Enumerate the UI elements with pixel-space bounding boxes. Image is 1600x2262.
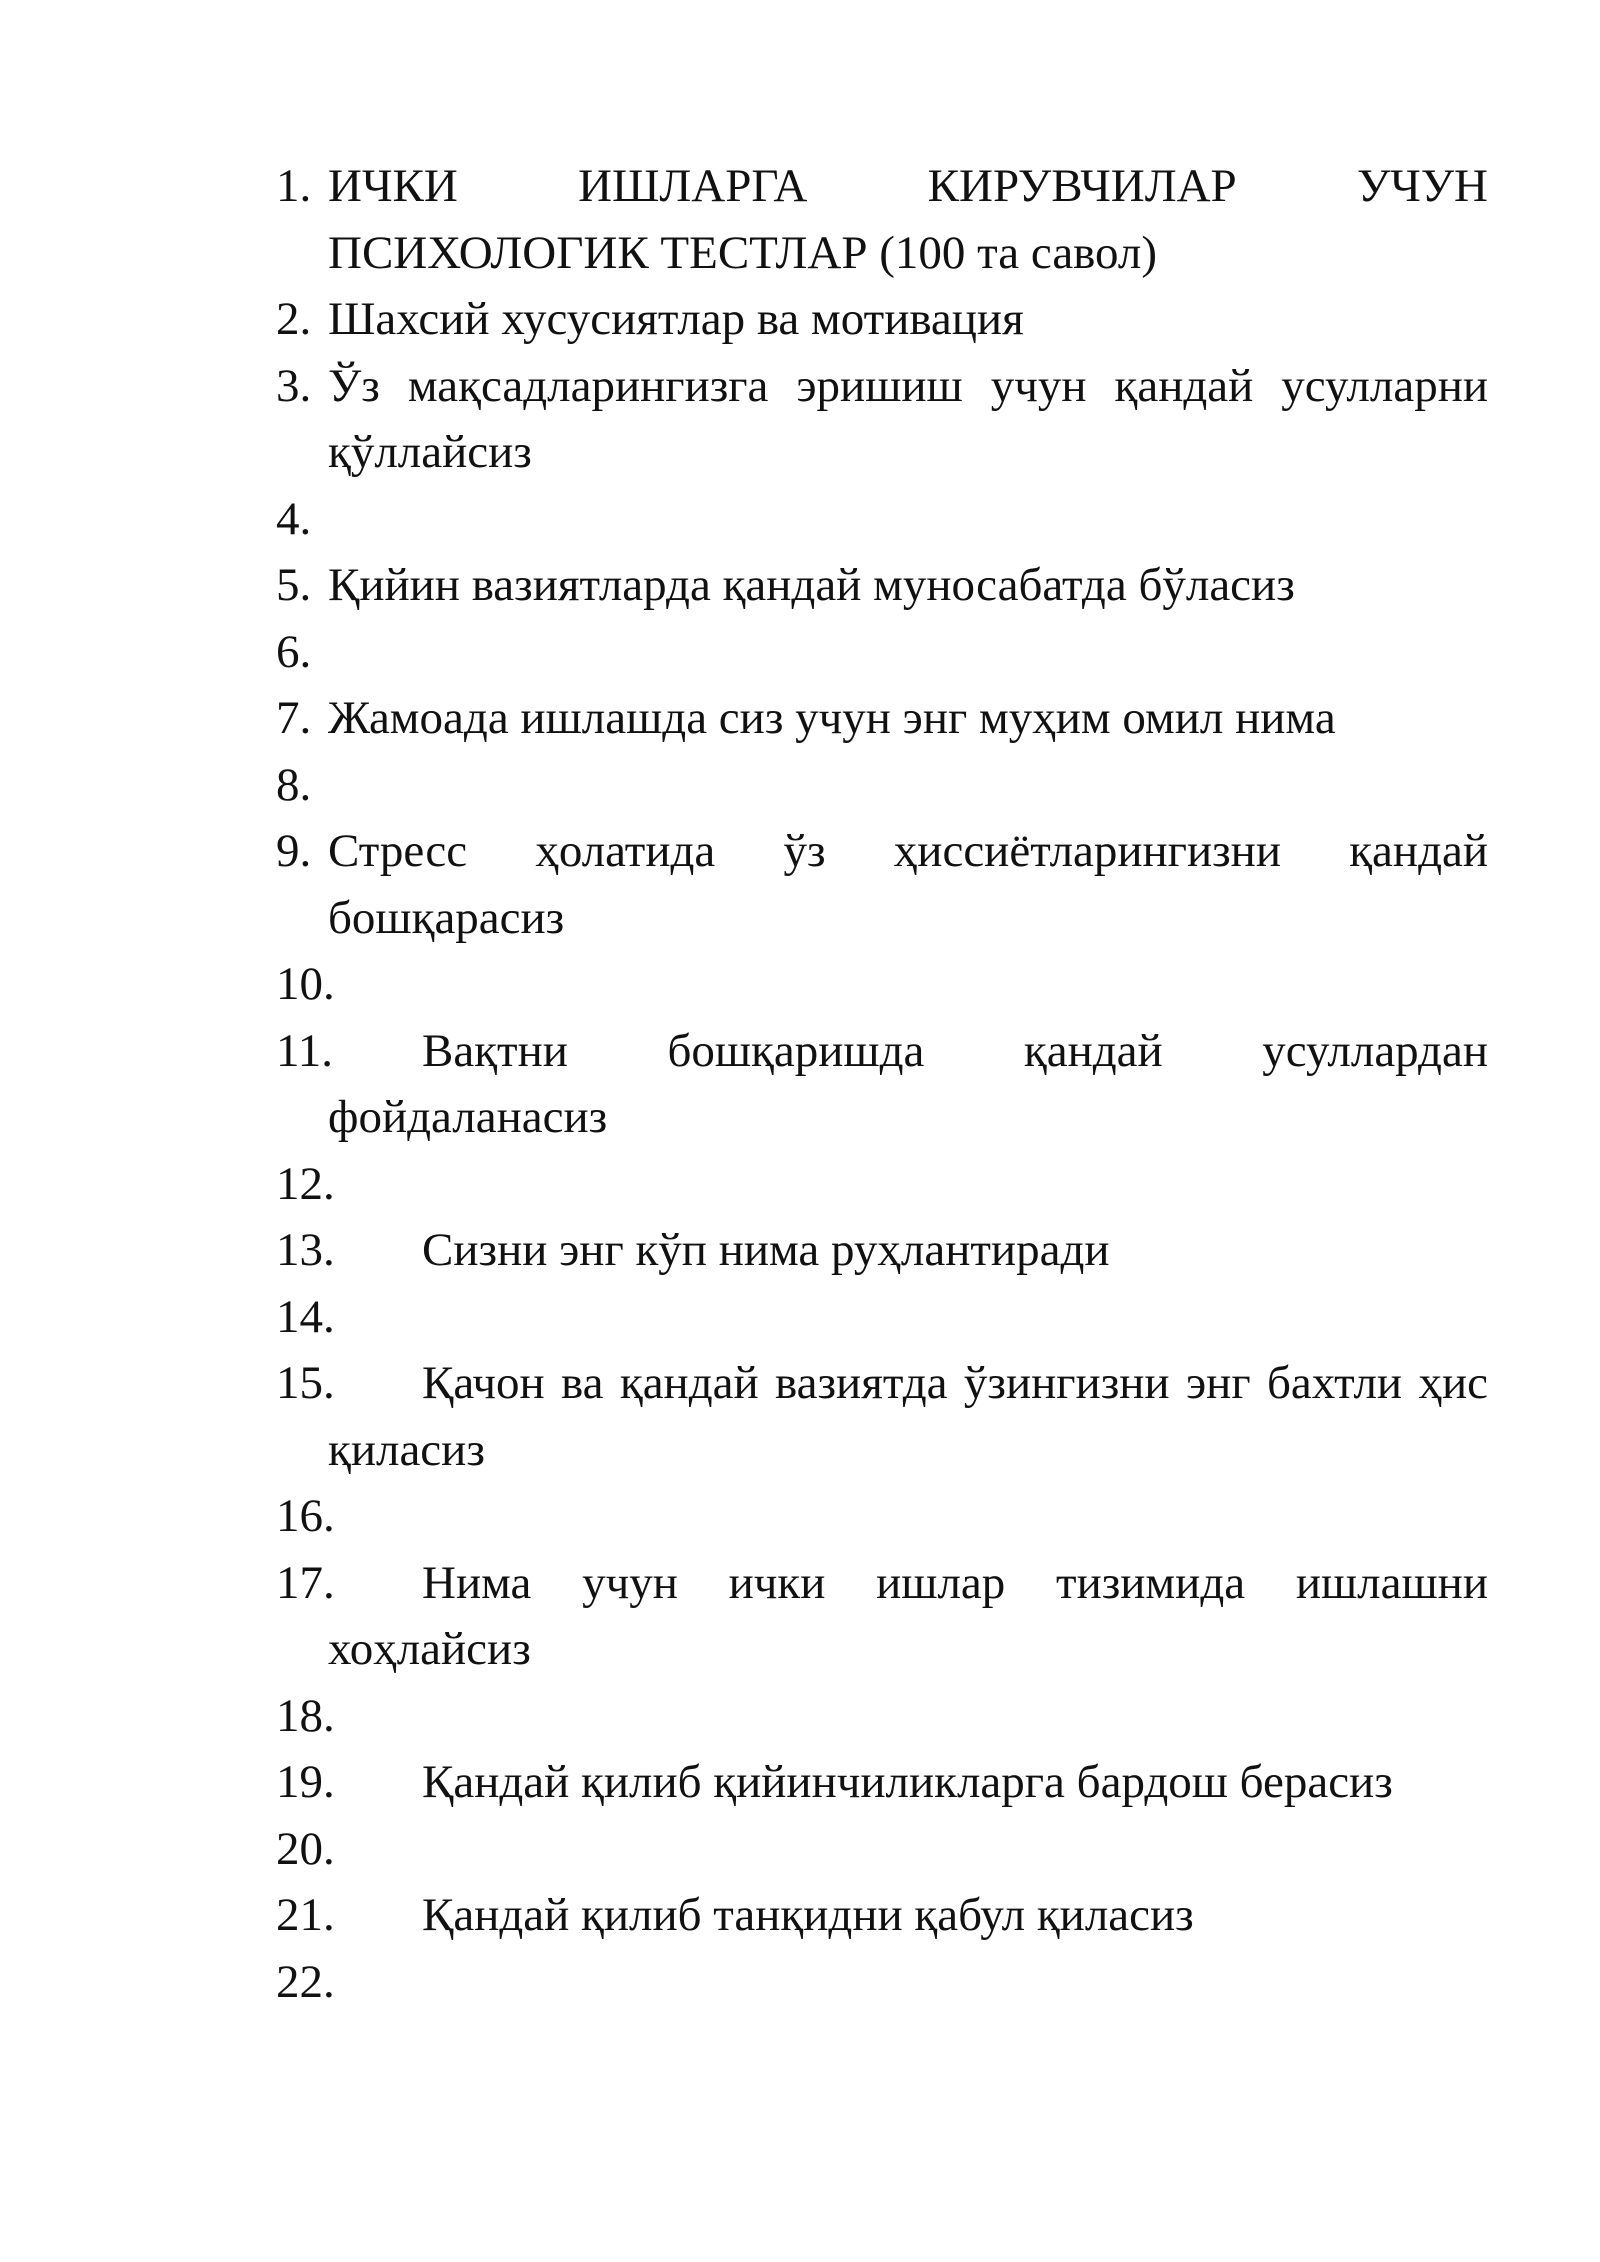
item-number: 14.: [276, 1290, 335, 1343]
list-item: [276, 1350, 1488, 1483]
list-item: [276, 685, 1488, 752]
item-number: 7.: [276, 692, 312, 744]
item-text: Қийин вазиятларда қандай муносабатда бўласиз: [328, 559, 1295, 611]
item-text: [328, 1483, 1488, 1550]
list-item: [276, 1550, 1488, 1683]
list-item: [276, 1882, 1488, 1949]
item-number: 3.: [276, 359, 312, 412]
item-text: [328, 619, 1488, 686]
item-text: Жамоада ишлашда сиз учун энг муҳим омил нима: [328, 692, 1336, 744]
item-text: Қандай қилиб қийинчиликларга бардош берасиз: [422, 1756, 1393, 1808]
item-text: [328, 1683, 1488, 1750]
item-text: [328, 1284, 1488, 1351]
list-item: [276, 353, 1488, 486]
list-item: [276, 951, 1488, 1018]
question-list: [276, 153, 1488, 2015]
item-number: 5.: [276, 559, 312, 611]
list-item: [276, 1217, 1488, 1284]
list-item: [276, 1749, 1488, 1816]
list-item: [276, 153, 1488, 286]
item-text: Шахсий хусусиятлар ва мотивация: [328, 293, 1024, 345]
list-item: [276, 1683, 1488, 1750]
item-number: 20.: [276, 1822, 335, 1875]
item-text: Сизни энг кўп нима руҳлантиради: [422, 1224, 1110, 1276]
item-text: [328, 1949, 1488, 2016]
item-text: Қандай қилиб танқидни қабул қиласиз: [422, 1889, 1194, 1941]
item-number: 8.: [276, 758, 312, 811]
item-text: Вақтни бошқаришда қандай усуллардан фойдаланасиз: [328, 1024, 1488, 1143]
list-item: [276, 1018, 1488, 1151]
item-text: [328, 951, 1488, 1018]
item-text: Стресс ҳолатида ўз ҳиссиётларингизни қандай бошқарасиз: [328, 825, 1488, 944]
list-item: [276, 486, 1488, 553]
item-text: ИЧКИ ИШЛАРГА КИРУВЧИЛАР УЧУН ПСИХОЛОГИК ТЕСТЛАР (100 та савол): [328, 160, 1488, 279]
item-number: 13.: [276, 1224, 335, 1276]
item-number: 10.: [276, 958, 335, 1010]
item-number: 18.: [276, 1689, 335, 1742]
item-number: 11.: [276, 1024, 334, 1077]
item-text: Қачон ва қандай вазиятда ўзингизни энг бахтли ҳис қиласиз: [328, 1357, 1488, 1476]
item-number: 16.: [276, 1490, 335, 1542]
list-item: [276, 1284, 1488, 1351]
item-text: [328, 752, 1488, 819]
item-number: 22.: [276, 1955, 335, 2008]
list-item: [276, 752, 1488, 819]
list-item: [276, 818, 1488, 951]
list-item: [276, 1151, 1488, 1218]
item-number: 9.: [276, 825, 312, 877]
item-number: 21.: [276, 1889, 335, 1941]
item-number: 2.: [276, 293, 312, 345]
item-number: 6.: [276, 625, 312, 678]
list-item: [276, 552, 1488, 619]
item-text: [328, 486, 1488, 553]
list-item: [276, 1816, 1488, 1883]
list-item: [276, 286, 1488, 353]
item-text: [328, 1151, 1488, 1218]
item-text: [328, 1816, 1488, 1883]
list-item: [276, 1483, 1488, 1550]
item-text: Ўз мақсадларингизга эришиш учун қандай усулларни қўллайсиз: [328, 359, 1488, 478]
item-text: Нима учун ички ишлар тизимида ишлашни хоҳлайсиз: [328, 1556, 1488, 1675]
item-number: 19.: [276, 1756, 335, 1808]
item-number: 4.: [276, 492, 312, 545]
list-item: [276, 619, 1488, 686]
item-number: 12.: [276, 1157, 335, 1210]
item-number: 15.: [276, 1357, 335, 1409]
item-number: 1.: [276, 160, 312, 212]
list-item: [276, 1949, 1488, 2016]
item-number: 17.: [276, 1556, 335, 1609]
